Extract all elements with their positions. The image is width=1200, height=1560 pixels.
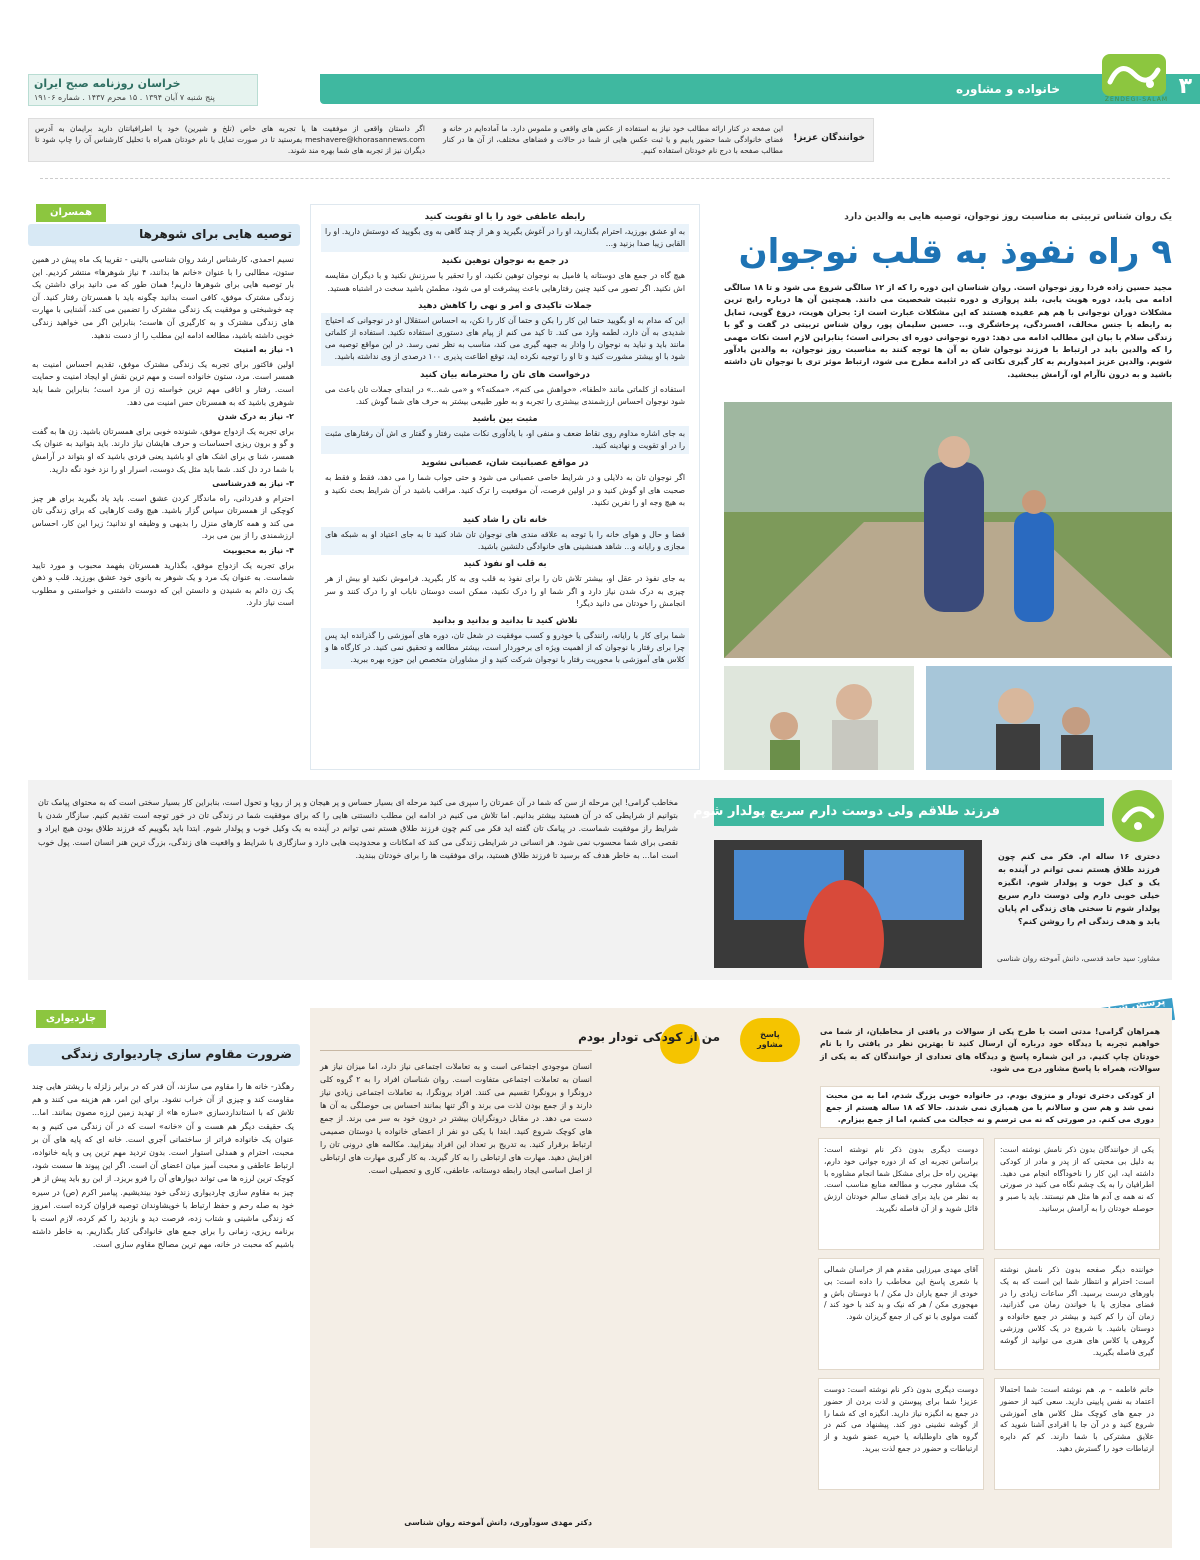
tip-title: تلاش کنید تا بدانید و بدانید و بدانید — [432, 616, 578, 627]
divider — [40, 178, 1170, 179]
article-kicker: یک روان شناس تربیتی به مناسبت روز نوجوان، توصیه هایی به والدین دارد — [844, 212, 1172, 222]
tip-text: استفاده از کلماتی مانند «لطفا»، «خواهش می کنم»، «ممکنه؟» و «می شه...» در ابتدای جملات تان باعث می شود نوجوان احساس ارزشمندی بیشتری را تجربه و به طور طبیعی بیشتر به حرف های شما گوش کند. — [321, 382, 689, 410]
masthead: خراسان روزنامه صبح ایران — [34, 77, 181, 90]
tip-text: به او عشق بورزید، احترام بگذارید، او را در آغوش بگیرید و هر از چند گاهی به وی بگویید که دوستش دارید. او را القابی زیبا صدا بزنید و... — [321, 224, 689, 252]
article-title: ۹ راه نفوذ به قلب نوجوان — [738, 232, 1172, 272]
hamsaran-tag: همسران — [36, 204, 106, 222]
tip-item — [321, 559, 689, 612]
tip-text: به جای اشاره مداوم روی نقاط ضعف و منفی او، با یادآوری نکات مثبت رفتار و گفتار ی اش آن رفتارهای مثبت را در او تقویت و نهادینه کنید. — [321, 426, 689, 454]
tip-item — [321, 515, 689, 555]
qa-question: از کودکی دختری تودار و منزوی بودم. در خانواده خوبی بزرگ شدم، اما به من محبت نمی شد و هم سن و سالانم با من همبازی نمی شدند. حالا که ۱۸ ساله هستم از جمع دوری می کنم. در صورتی که نه می ترسم و نه خجالت می کشم، اما از جمع بیزارم. — [826, 1091, 1154, 1124]
tip-item — [321, 414, 689, 454]
chardivari-tag: چاردیواری — [36, 1010, 106, 1028]
tip-text: به جای نفوذ در عقل او، بیشتر تلاش تان را برای نفوذ به قلب وی به کار بگیرید. فراموش نکنید او بیش از هر چیزی به درک شدن نیاز دارد و اگر شما او را درک نکنید، ممکن است دوستان ناباب او را درک کنند و سر انجامش را خودتان می دانید دیگر! — [321, 571, 689, 612]
tip-title: خانه تان را شاد کنید — [462, 515, 548, 526]
tips-list — [311, 205, 699, 677]
hamsaran-subhead: ۳- نیاز به قدرشناسی — [212, 479, 294, 489]
qa-response-box — [818, 1138, 984, 1250]
hamsaran-subhead: ۲- نیاز به درک شدن — [217, 412, 294, 422]
tip-title: رابطه عاطفی خود را با او تقویت کنید — [424, 212, 586, 222]
qa-response-text: خانم فاطمه - م. هم نوشته است: شما احتمالا اعتماد به نفس پایینی دارید. سعی کنید از حضور در جمع های کوچک مثل کلاس های آموزشی شروع کنید و در آن جا با افرادی آشنا شوید که علایق مشترکی با شما دارند. کم کم دایره ارتباطات خود را گسترش دهید. — [1000, 1385, 1154, 1453]
tip-item — [321, 616, 689, 669]
father-son-photo-2 — [724, 666, 914, 770]
hamsaran-body — [32, 254, 294, 612]
greeting-label: خوانندگان عزیز! — [793, 133, 865, 143]
tip-title: به قلب او نفوذ کنید — [463, 559, 547, 570]
greeting-box — [28, 118, 874, 162]
father-son-photo-1 — [926, 666, 1172, 770]
girl-tv-photo — [714, 840, 982, 968]
advice-counselor: مشاور: سید حامد قدسی، دانش آموخته روان شناسی — [996, 954, 1160, 963]
advice-answer: مخاطب گرامی! این مرحله از سن که شما در آن عمرتان را سپری می کنید مرحله ای بسیار حساس و پر هیجان و پر از رویا و تحول است، بنابراین کار بسیار سختی است که به محتوای پیامک تان بتوانیم از شرایطی که در آن هستید بیشتر بدانیم. اما تلاش می کنیم در ادامه این مطلب دانستنی هایی را که برای موفقیت شما در زندگی تان در خور توجه است تقدیم کنیم. سازگار شدن با شرایط راز موفقیت شماست. در پیامک تان گفته اید فکر می کنم چون فرزند طلاق هستم نمی توانم در آینده به یک وکیل خوب و پولدار شوم. ابتدا باید بگوییم که فرزند طلاق بودن هیچ ایراد و نقصی برای شما محسوب نمی شود. هر انسانی در شرایطی زندگی می کند که امکانات و محدودیت هایی دارد و سازگاری با شرایط و واقعیت های زندگی، بزرگ ترین هنر انسان است. پول خوب است اما... به خاطر هدف که برسید تا فرزند طلاق هستید، برای موفقیت ها را برای خودتان ببندید. — [38, 798, 678, 860]
header-band — [320, 74, 1200, 104]
advice-question: دختری ۱۶ ساله ام. فکر می کنم چون فرزند طلاق هستم نمی توانم در آینده به یک و کیل خوب و پولدار شوم. انگیزه خیلی خوبی دارم ولی دوست دارم سریع پولدار شوم تا سختی های زندگی ام پایان یابد و هدف زندگی ام را روشن کنم؟ — [998, 852, 1161, 926]
counselor-rule — [320, 1050, 592, 1051]
counselor-text: انسان موجودی اجتماعی است و به تعاملات اجتماعی نیاز دارد، اما میزان نیاز هر انسان به تعاملات اجتماعی متفاوت است. روان شناسان افراد را به ۲ گروه کلی درونگرا و برونگرا تقسیم می کنند. افراد برونگرا، به تعاملات اجتماعی زیادی نیاز دارند و از جمع بودن لذت می برند و اگر تنها بمانند احساس بی حوصلگی به آن ها دست می دهد. در مقابل درونگرایان بیشتر در درون خود به سر می برند. از جمع های کوچک شروع کنید. ابتدا با یکی دو نفر از اعضای خانواده یا دوستان صمیمی ارتباط برقرار کنید. به تدریج بر تعداد این افراد بیفزایید. مکالمه های درونی تان را افزایش دهید. مهارت های ارتباطی را به کار گیرید. به کار گیری مهارت های ارتباطی از اصل اساسی ایجاد رابطه دوستانه، عاطفی، کاری و تحصیلی است. — [320, 1062, 592, 1175]
tip-item — [321, 370, 689, 410]
tip-item — [321, 301, 689, 366]
qa-response-text: دوست دیگری بدون ذکر نام نوشته است: براساس تجربه ای که از دوره جوانی خود دارم، بهترین راه حل برای مشکل شما انجام مشاوره با یک مشاور مجرب و مطالعه منابع مناسب است. به نظر من باید برای فضای سالم خودتان ارزش قائل شوید و از آن فاصله نگیرید. — [824, 1145, 978, 1213]
qa-response-box — [818, 1258, 984, 1370]
tip-title: درخواست های تان را محترمانه بیان کنید — [420, 369, 590, 380]
counselor-sign: دکتر مهدی سودآوری، دانش آموخته روان شناسی — [404, 1518, 592, 1527]
tip-title: جملات تاکیدی و امر و نهی را کاهش دهید — [418, 300, 592, 311]
qa-response-text: آقای مهدی میرزایی مقدم هم از خراسان شمالی با شعری پاسخ این مخاطب را داده است: بی خودی از جمع یاران دل مکن / با دوستان باش و مهجوری مکن / هر که نیک و بد کند با خود کند / گفت مولوی با تو کی از جمع گریزان شود. — [824, 1265, 978, 1322]
tips-column — [310, 204, 700, 770]
hamsaran-paragraph: اولین فاکتور برای تجربه یک زندگی مشترک موفق، تقدیم احساس امنیت به همسر است. مرد، ستون خانواده است و مهم ترین نقش او ایجاد امنیت و حمایت است. رفتار و اتاقی مهم ترین خواسته زن از مرد است؛ بنابراین شما باید شوهری باشید که به همسرتان حس امنیت می دهد. — [32, 359, 294, 407]
hamsaran-subhead: ۱- نیاز به امنیت — [233, 345, 294, 355]
section-label: خانواده و مشاوره — [956, 82, 1060, 96]
qa-intro: همراهان گرامی! مدتی است با طرح یکی از سوالات در یافتی از مخاطبان، از شما می خواهیم تجربه یا دیدگاه خود درباره آن ارسال کنید تا بهترین نظر در یافتی را با نام خودتان چاپ کنیم. در این شماره پاسخ و دیدگاه های تعدادی از خوانندگان که به یکی از سوالات، همراه با پاسخ مشاور درج می شود. — [820, 1027, 1160, 1074]
tip-title: در مواقع عصبانیت شان، عصبانی نشوید — [421, 458, 589, 469]
tip-text: فضا و حال و هوای خانه را با توجه به علاقه مندی های نوجوان تان شاد کنید تا به جای اعتیاد او به شبکه های مجازی و رایانه و... شاهد همنشینی های خانوادگی دلنشین باشید. — [321, 527, 689, 555]
hamsaran-title: توصیه هایی برای شوهرها — [139, 227, 292, 241]
qa-response-box — [994, 1258, 1160, 1370]
issue-line: پنج شنبه ۷ آبان ۱۳۹۴ . ۱۵ محرم ۱۴۳۷ . شماره ۱۹۱۰۶ — [34, 93, 215, 102]
hamsaran-paragraph: برای تجربه یک ازدواج موفق، شنونده خوبی برای همسرتان باشید. زن ها به گفت و گو و برون ریزی احساسات و حرف هایشان نیاز دارند. باید بتوانید به عنوان یک همسر، شنا ی برای اشک های او باشید یعنی فردی باشید که او بتواند در آرامش با شما درد دل کند. شما باید مثل یک دوست، اسرار او را نزد خود نگه دارید. — [32, 426, 294, 474]
tip-item — [321, 256, 689, 296]
tip-item — [321, 212, 689, 252]
zendegi-salam-logo — [1096, 52, 1172, 110]
logo-caption: ZENDEGI-SALAM — [1104, 96, 1168, 103]
hamsaran-subhead: ۴- نیاز به محبوبیت — [222, 546, 294, 556]
tip-text: این که مدام به او بگویید حتما این کار را بکن و حتما آن کار را نکن، به احساس استقلال او در نوجوانی که احتیاج شدیدی به آن دارد، لطمه وارد می کند. تا کید می کنم از پیام های دستوری استفاده نکنید. استفاده از کلماتی مانند باید و نباید به نوجوان را وادار به جبهه گیری می کند، مناسب به نظر نمی رسد. در این مواقع توصیه می شود با او بیشتر مشورت کنید و تا او را توجیه نکرده اید، توقع اطاعت پذیری ۱۰۰ درصدی از وی نداشته باشید. — [321, 313, 689, 366]
tip-text: اگر نوجوان تان به دلایلی و در شرایط خاصی عصبانی می شود و حتی جواب شما را می دهد، فقط و فقط به صحبت های او گوش کنید و در اولین فرصت، آن موقعیت را ترک کنید. مراقب باشید در آن شرایط بحث نکنید و به هیچ وجه او را نفرین نکنید. — [321, 470, 689, 511]
tip-title: مثبت بین باشید — [472, 414, 538, 425]
hamsaran-paragraph: برای تجربه یک ازدواج موفق، بگذارید همسرتان بفهمد محبوب و مورد تایید شماست. به عنوان یک مرد و یک شوهر به بانوی خود عشق بورزید. قلب و ذهن یک زن دائم به شنیدن و دانستن این که دوست داشتنی و خواستنی و مطلوب است نیاز دارد. — [32, 560, 294, 608]
advice-logo — [1112, 790, 1164, 842]
counselor-title: من از کودکی تودار بودم — [578, 1030, 720, 1044]
qa-response-text: خواننده دیگر صفحه بدون ذکر نامش نوشته است: احترام و انتظار شما این است که به یک باورهای درست برسید. اگر ساعات زیادی را در فضای مجازی یا با خواندن رمان می گذرانید، زمان آن را کم کنید و بیشتر در جمع خانواده و دوستان باشید. با شروع در یک کلاس ورزشی گروهی یا کلاس های هنری می توانید از گوشه گیری فاصله بگیرید. — [1000, 1265, 1154, 1357]
greeting-text-1: این صفحه در کنار ارائه مطالب خود نیاز به استفاده از عکس های واقعی و ملموس دارد. ما آماده‌ایم در خانه و فضای خانوادگی شما حضور یابیم و یا ثبت عکس هایی از شما در حالات و فضاهای مختلف، از آن ها در کنار مطالب صفحه با درج نام خودتان استفاده کنیم. — [443, 124, 783, 155]
chardivari-title: ضرورت مقاوم سازی چاردیواری زندگی — [61, 1047, 292, 1061]
tip-text: هیچ گاه در جمع های دوستانه یا فامیل به نوجوان توهین نکنید، او را تحقیر یا سرزنش نکنید و با دیگران مقایسه اش نکنید. اگر تصور می کنید چنین رفتارهایی باعث پیشرفت او می شود، مطمئن باشید سخت در اشتباه هستید. — [321, 268, 689, 296]
hamsaran-column — [28, 204, 300, 770]
qa-response-box — [994, 1138, 1160, 1250]
qa-response-text: یکی از خوانندگان بدون ذکر نامش نوشته است: به دلیل بی محبتی که از پدر و مادر از کودکی داشته اید، این کار را ناخودآگاه انجام می دهید. اطرافیان را به یک چشم نگاه می کنید در صورتی که نه همه ی آدم ها مثل هم نیستند. باید با صبر و حوصله خودتان را به آرامش برسانید. — [1000, 1145, 1154, 1213]
counselor-tag: پاسخ مشاور — [757, 1030, 783, 1049]
tip-item — [321, 458, 689, 511]
greeting-text-2: اگر داستان واقعی از موفقیت ها یا تجربه های خاص (تلخ و شیرین) خود یا اطرافیانتان دارید برایمان به آدرس meshavere@khorasannews.com بفرستید تا در صورت تمایل با نام خودتان همراه با تحلیل کارشناس آن را چاپ شود تا دیگران نیز از تجربه های شما بهره مند شوند. — [35, 124, 425, 155]
hamsaran-paragraph: احترام و قدردانی، راه ماندگار کردن عشق است. باید یاد بگیرید برای هر چیز کوچکی از همسرتان سپاس گزار باشید. هیچ وقت کارهایی که برای زندگی تان می کند و همه کارهای منزل را بدیهی و وظیفه او ندانید؛ زیرا این کار، احساس ارزشمندی را از بین می برد. — [32, 493, 294, 541]
page-number: ۳ — [1178, 74, 1192, 99]
teen-boys-photo — [724, 402, 1172, 658]
qa-response-text: دوست دیگری بدون ذکر نام نوشته است: دوست عزیز! شما برای پیوستن و لذت بردن از حضور در جمع به انگیزه نیاز دارید. انگیزه ای که شما را از گوشه نشینی دور کند. پیشنهاد می کنم در گروه های داوطلبانه یا خیریه عضو شوید و از ارتباطات و حضور در جمع لذت ببرید. — [824, 1385, 978, 1453]
qa-response-box — [994, 1378, 1160, 1490]
article-lead: مجید حسین زاده فردا روز نوجوان است. روان شناسان این دوره را که از ۱۲ سالگی شروع می شود و تا ۱۸ سالگی ادامه می یابد، دوره هویت یابی، بلند پروازی و دوره تثبیت شخصیت می دانند. همچنین آن ها درباره رایج ترین مشکلات دوران نوجوانی با هم هم عقیده هستند که این مشکلات عبارت است از: بحران هویت، دروغ گویی، تمایل به رابطه با جنس مخالف، افسردگی، پرخاشگری و... حسین سلیمان پور، روان شناس تربیتی در گفت و گو با زندگی سلام با بیان این مطالب ادامه می دهد: دوره نوجوانی دوره ای بحرانی است؛ بنابراین لازم است نکات مهمی را که والدین باید در ارتباط با فرزند نوجوان شان به آن ها توجه کنند به مناسبت روز نوجوان، به والدین یادآور شویم. والدین عزیز امیدواریم به کار گیری نکاتی که در ادامه مطرح می شود، ارتباط موثر تری با نوجوان تان داشته باشید و به درون ناآرام او، آرامش ببخشید. — [724, 283, 1172, 379]
advice-title: فرزند طلاقم ولی دوست دارم سریع پولدار شوم — [693, 804, 1000, 819]
chardivari-text: رهگذر- خانه ها را مقاوم می سازند، آن قدر که در برابر زلزله با ریشتر هایی چند مقاومت کند و چیزی از آن خراب نشود. برای این امر، هم هزینه می کنند و هم تلاش که با استانداردسازی «سازه ها» از تهدید زمین لرزه مصون بمانند. اما... یک حقیقت دیگر هم هست و آن «خانه» است که در آن زندگی می کنیم و به عنوان یک خانواده فراتر از ساختمانی آجری است. خانه ای که پایه های آن بر محبت، احترام و همدلی استوار است. بدون تردید مهم ترین پی و پایه خانواده، ارتباط عاطفی و محبت آمیز میان اعضای آن است. اگر این پیوند ها سست شود، کوچک ترین لرزه ها می تواند دیوارهای آن را فرو بریزد. از این رو باید پیش از هر چیز به مقاوم سازی چاردیواری زندگی خود بیندیشیم. پیامبر اکرم (ص) در سیره خود به صله رحم و حفظ ارتباط با خویشاوندان توصیه فراوان کرده است. امروز که زندگی ماشینی و شتاب زده، فرصت دید و بازدید را کم کرده، لازم است با برنامه ریزی، زمانی را برای جمع های خانوادگی کنار بگذاریم. به خاطر داشته باشیم که محبت در خانه، مهم ترین مصالح مقاوم سازی است. — [32, 1082, 294, 1250]
tip-title: در جمع به نوجوان توهین نکنید — [441, 256, 569, 267]
qa-response-box — [818, 1378, 984, 1490]
chardivari-column — [28, 1008, 300, 1548]
tip-text: شما برای کار با رایانه، رانندگی یا خودرو و کسب موفقیت در شغل تان، دوره های آموزشی را گذرانده اید پس چرا برای رفتار با نوجوان که از اهمیت ویژه ای برخوردار است، بیشتر مطالعه و تحقیق نمی کنید. در کارگاه ها و کلاس های آموزشی با محوریت رفتار با نوجوان شرکت کنید و از مشاوران متخصص این حوزه بهره ببرید. — [321, 628, 689, 669]
hamsaran-paragraph: نسیم احمدی، کارشناس ارشد روان شناسی بالینی - تقریبا یک ماه پیش در همین ستون، مطالبی را با عنوان «خانم ها بدانند، ۴ نیاز شوهرها» منتشر کردیم. این بار توصیه هایی برای شوهرها داریم! همان طور که می دانید برای داشتن یک زندگی مشترک موفق، کافی است بدانید چگونه باید با همسرتان رفتار کنید. آن چه خوشبختی و موفقیت یک زندگی مشترک را تضمین می کند، آشنایی با مهارت های زندگی مشترک و به کارگیری آن هاست؛ بنابراین اگر می خواهید زندگی خوبی داشته باشید، مطالعه ادامه این مطلب را از دست ندهید. — [32, 255, 294, 340]
